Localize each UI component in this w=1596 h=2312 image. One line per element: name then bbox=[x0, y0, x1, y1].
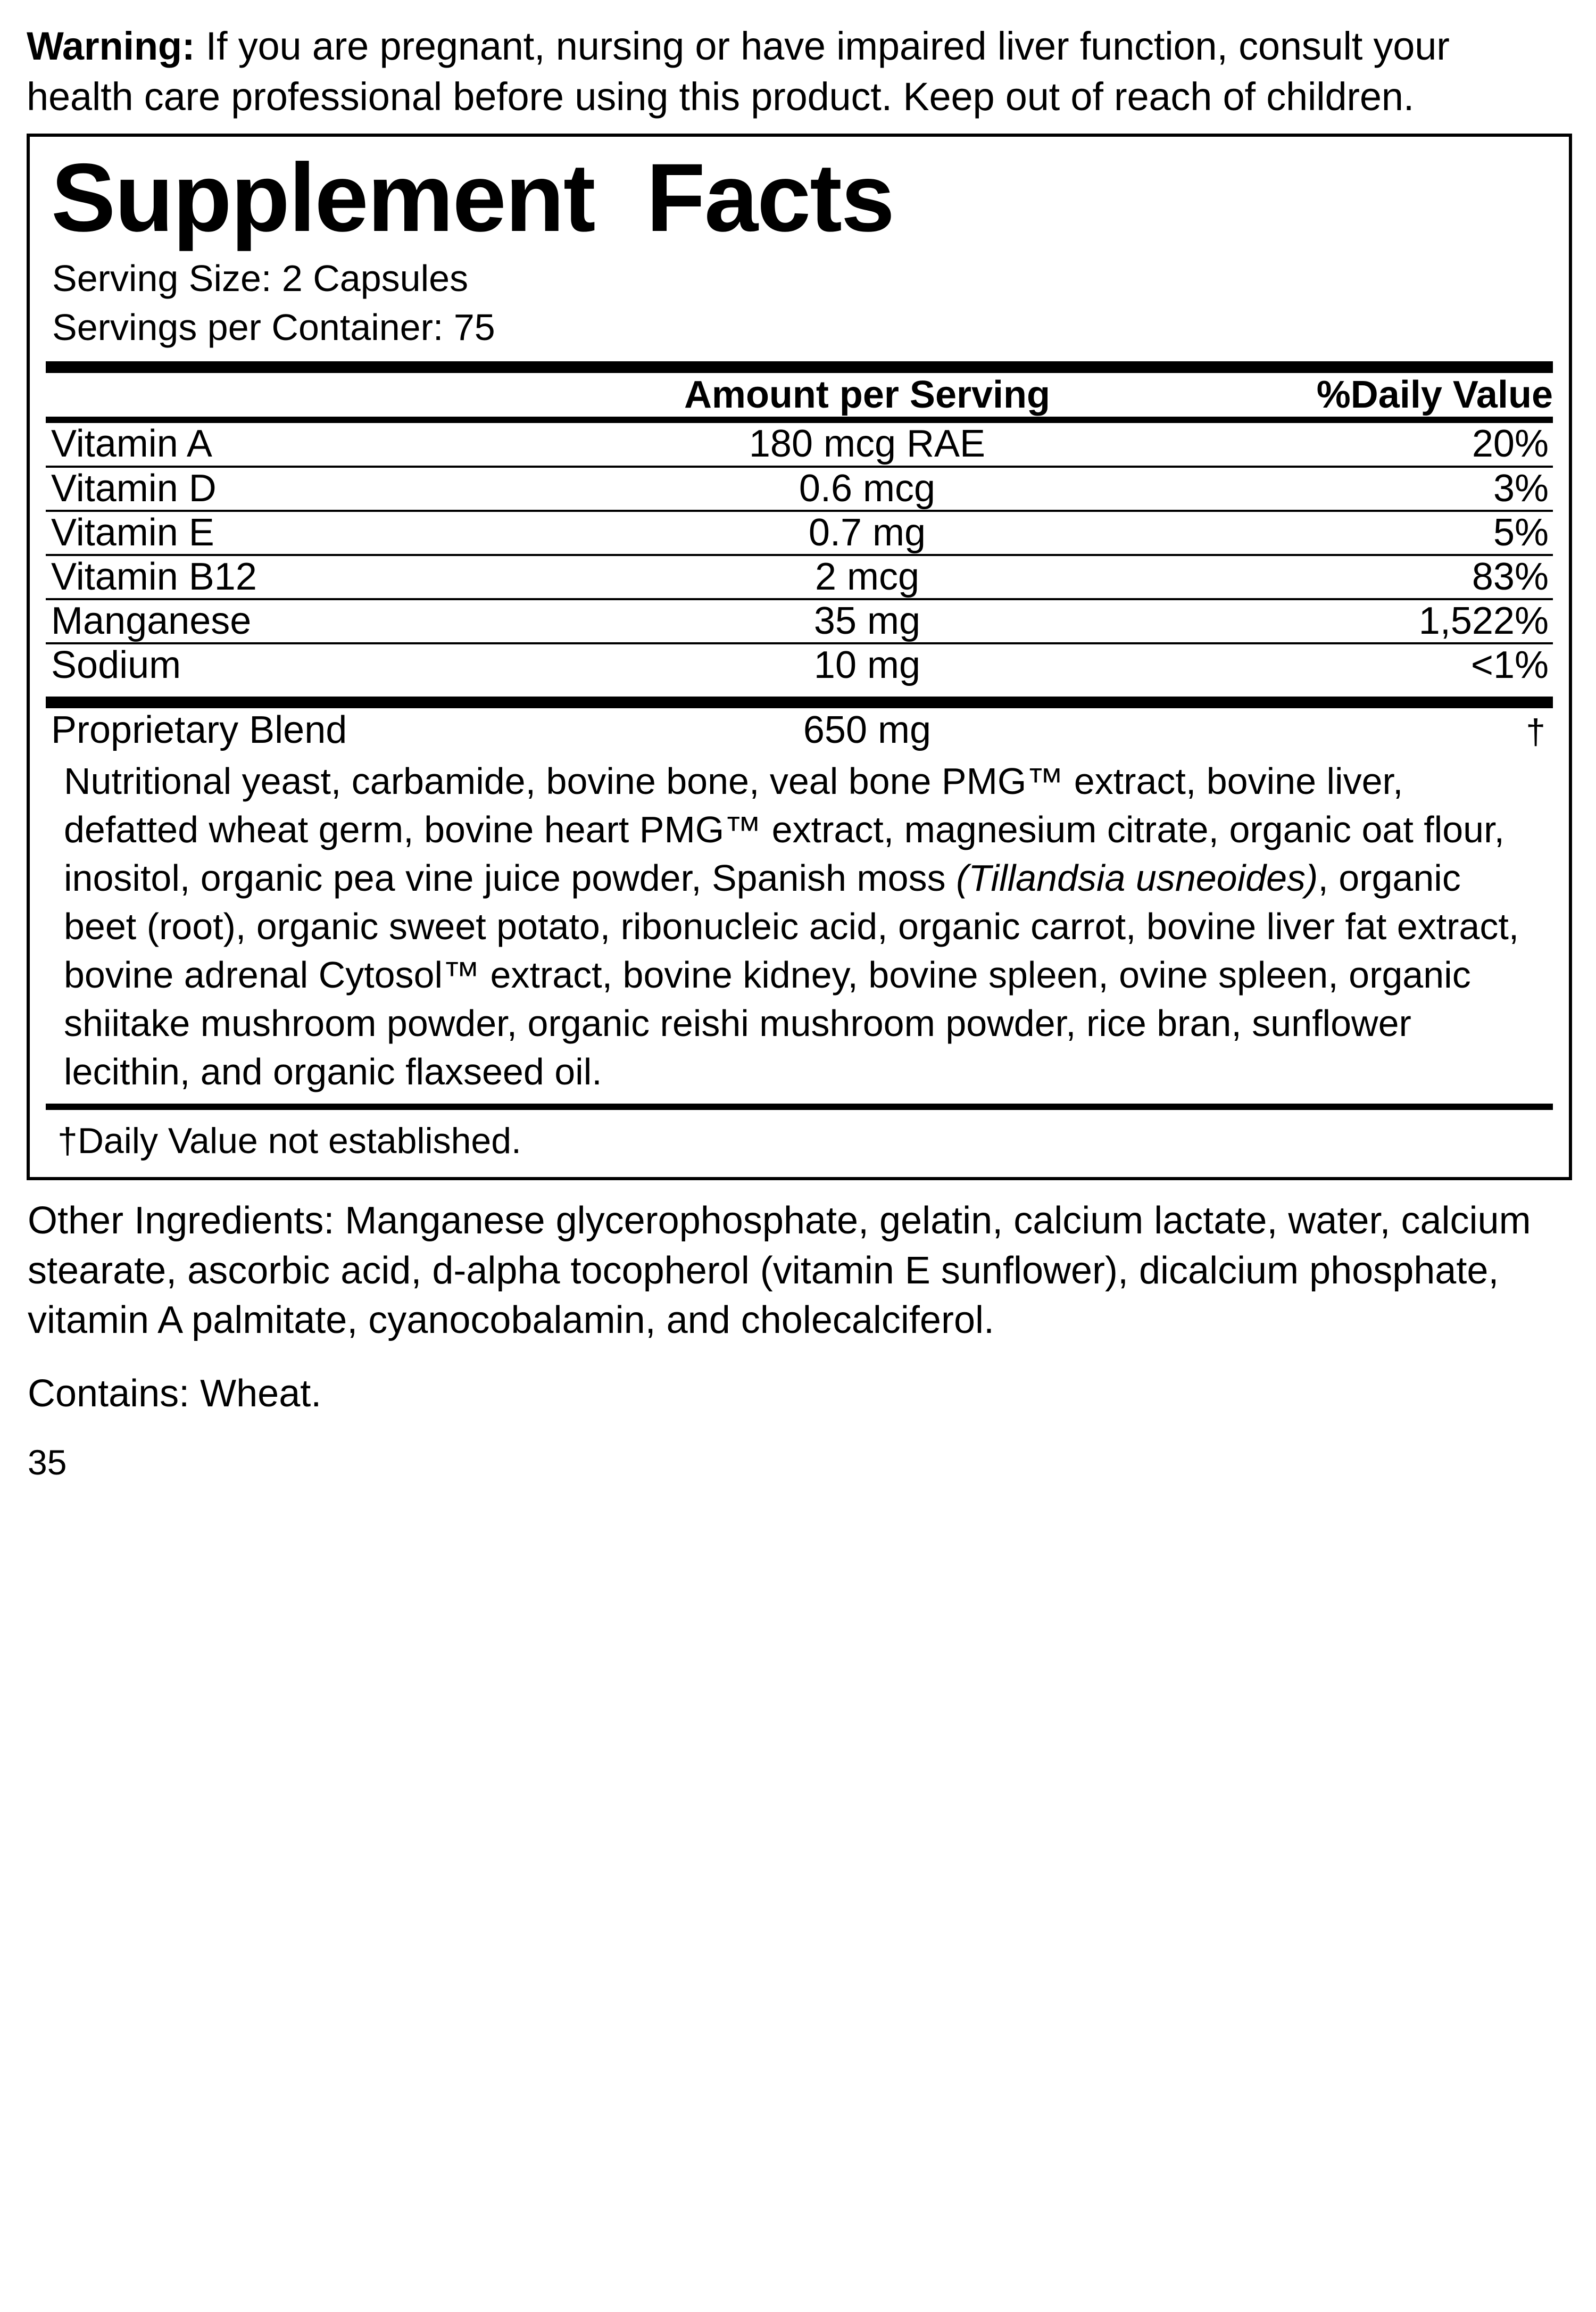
blend-name: Proprietary Blend bbox=[51, 708, 347, 751]
panel-rule-top bbox=[46, 361, 1553, 373]
servings-per-container: Servings per Container: 75 bbox=[52, 306, 495, 349]
blend-ingredients-post: , organic beet (root), organic sweet potato, ribonucleic acid, organic carrot, bovine liver fat extract, bovine adrenal Cytosol™ extract, bovine kidney, bovine spleen, ovine spleen, organic shiitake mushroom powder, organic reishi mushroom powder, rice bran, sunflower lecithin, and organic flaxseed oil. bbox=[64, 857, 1519, 1092]
table-row bbox=[46, 600, 1553, 642]
nutrient-name: Vitamin D bbox=[51, 467, 217, 510]
nutrient-amount: 180 mcg RAE bbox=[749, 422, 986, 466]
serving-size: Serving Size: 2 Capsules bbox=[52, 257, 469, 299]
nutrient-name: Vitamin A bbox=[51, 422, 212, 466]
proprietary-blend-row bbox=[46, 708, 1553, 752]
daily-value-footnote: †Daily Value not established. bbox=[57, 1120, 521, 1161]
blend-amount: 650 mg bbox=[803, 708, 932, 751]
nutrient-name: Vitamin E bbox=[51, 511, 214, 554]
header-amount-per-serving: Amount per Serving bbox=[684, 374, 1051, 417]
panel-rule-below-blend bbox=[46, 1104, 1553, 1110]
table-row bbox=[46, 512, 1553, 554]
nutrient-dv: 1,522% bbox=[1418, 600, 1549, 643]
table-row bbox=[46, 708, 1553, 752]
nutrient-amount: 10 mg bbox=[813, 644, 921, 687]
panel-title: Supplement Facts bbox=[51, 143, 894, 252]
blend-ingredients-pre: Nutritional yeast, carbamide, bovine bone, veal bone PMG™ extract, bovine liver, defatted wheat germ, bovine heart PMG™ extract, magnesium citrate, organic oat flour, inositol, organic pea vine juice powder, Spanish moss bbox=[64, 760, 1504, 899]
nutrient-amount: 35 mg bbox=[813, 600, 921, 643]
nutrient-amount: 0.6 mcg bbox=[799, 467, 936, 510]
nutrient-rows bbox=[46, 423, 1553, 686]
header-nutrient bbox=[46, 373, 588, 417]
nutrient-name: Sodium bbox=[51, 644, 181, 687]
table-header-row bbox=[46, 373, 1553, 417]
page-number: 35 bbox=[28, 1443, 67, 1482]
panel-rule-above-blend bbox=[46, 697, 1553, 708]
nutrient-name: Vitamin B12 bbox=[51, 556, 257, 599]
other-ingredients: Other Ingredients: Manganese glycerophosphate, gelatin, calcium lactate, water, calcium stearate, ascorbic acid, d-alpha tocopherol (vitamin E sunflower), dicalcium phosphate, vitamin A palmitate, cyanocobalamin, and cholecalciferol. bbox=[28, 1199, 1531, 1342]
table-row bbox=[46, 644, 1553, 686]
table-row bbox=[46, 556, 1553, 598]
warning-text: If you are pregnant, nursing or have impaired liver function, consult your health care professional before using this product. Keep out of reach of children. bbox=[27, 24, 1450, 119]
table-row bbox=[46, 468, 1553, 510]
nutrient-amount: 0.7 mg bbox=[808, 511, 926, 554]
nutrition-table bbox=[46, 373, 1553, 417]
supplement-facts-panel bbox=[27, 134, 1572, 1180]
header-daily-value: %Daily Value bbox=[1316, 374, 1553, 417]
nutrient-amount: 2 mcg bbox=[814, 556, 920, 599]
warning-paragraph bbox=[27, 21, 1564, 122]
nutrient-name: Manganese bbox=[51, 600, 252, 643]
nutrient-dv: 83% bbox=[1472, 556, 1549, 599]
blend-ingredient-list bbox=[64, 757, 1539, 1096]
table-row bbox=[46, 423, 1553, 465]
blend-ingredients-latin: (Tillandsia usneoides) bbox=[956, 857, 1318, 899]
blend-dv: † bbox=[1526, 711, 1545, 751]
nutrient-dv: 3% bbox=[1493, 467, 1549, 510]
nutrient-dv: <1% bbox=[1470, 644, 1549, 687]
nutrient-dv: 20% bbox=[1472, 422, 1549, 466]
contains-statement: Contains: Wheat. bbox=[28, 1372, 322, 1415]
nutrient-dv: 5% bbox=[1493, 511, 1549, 554]
warning-label: Warning: bbox=[27, 24, 195, 68]
